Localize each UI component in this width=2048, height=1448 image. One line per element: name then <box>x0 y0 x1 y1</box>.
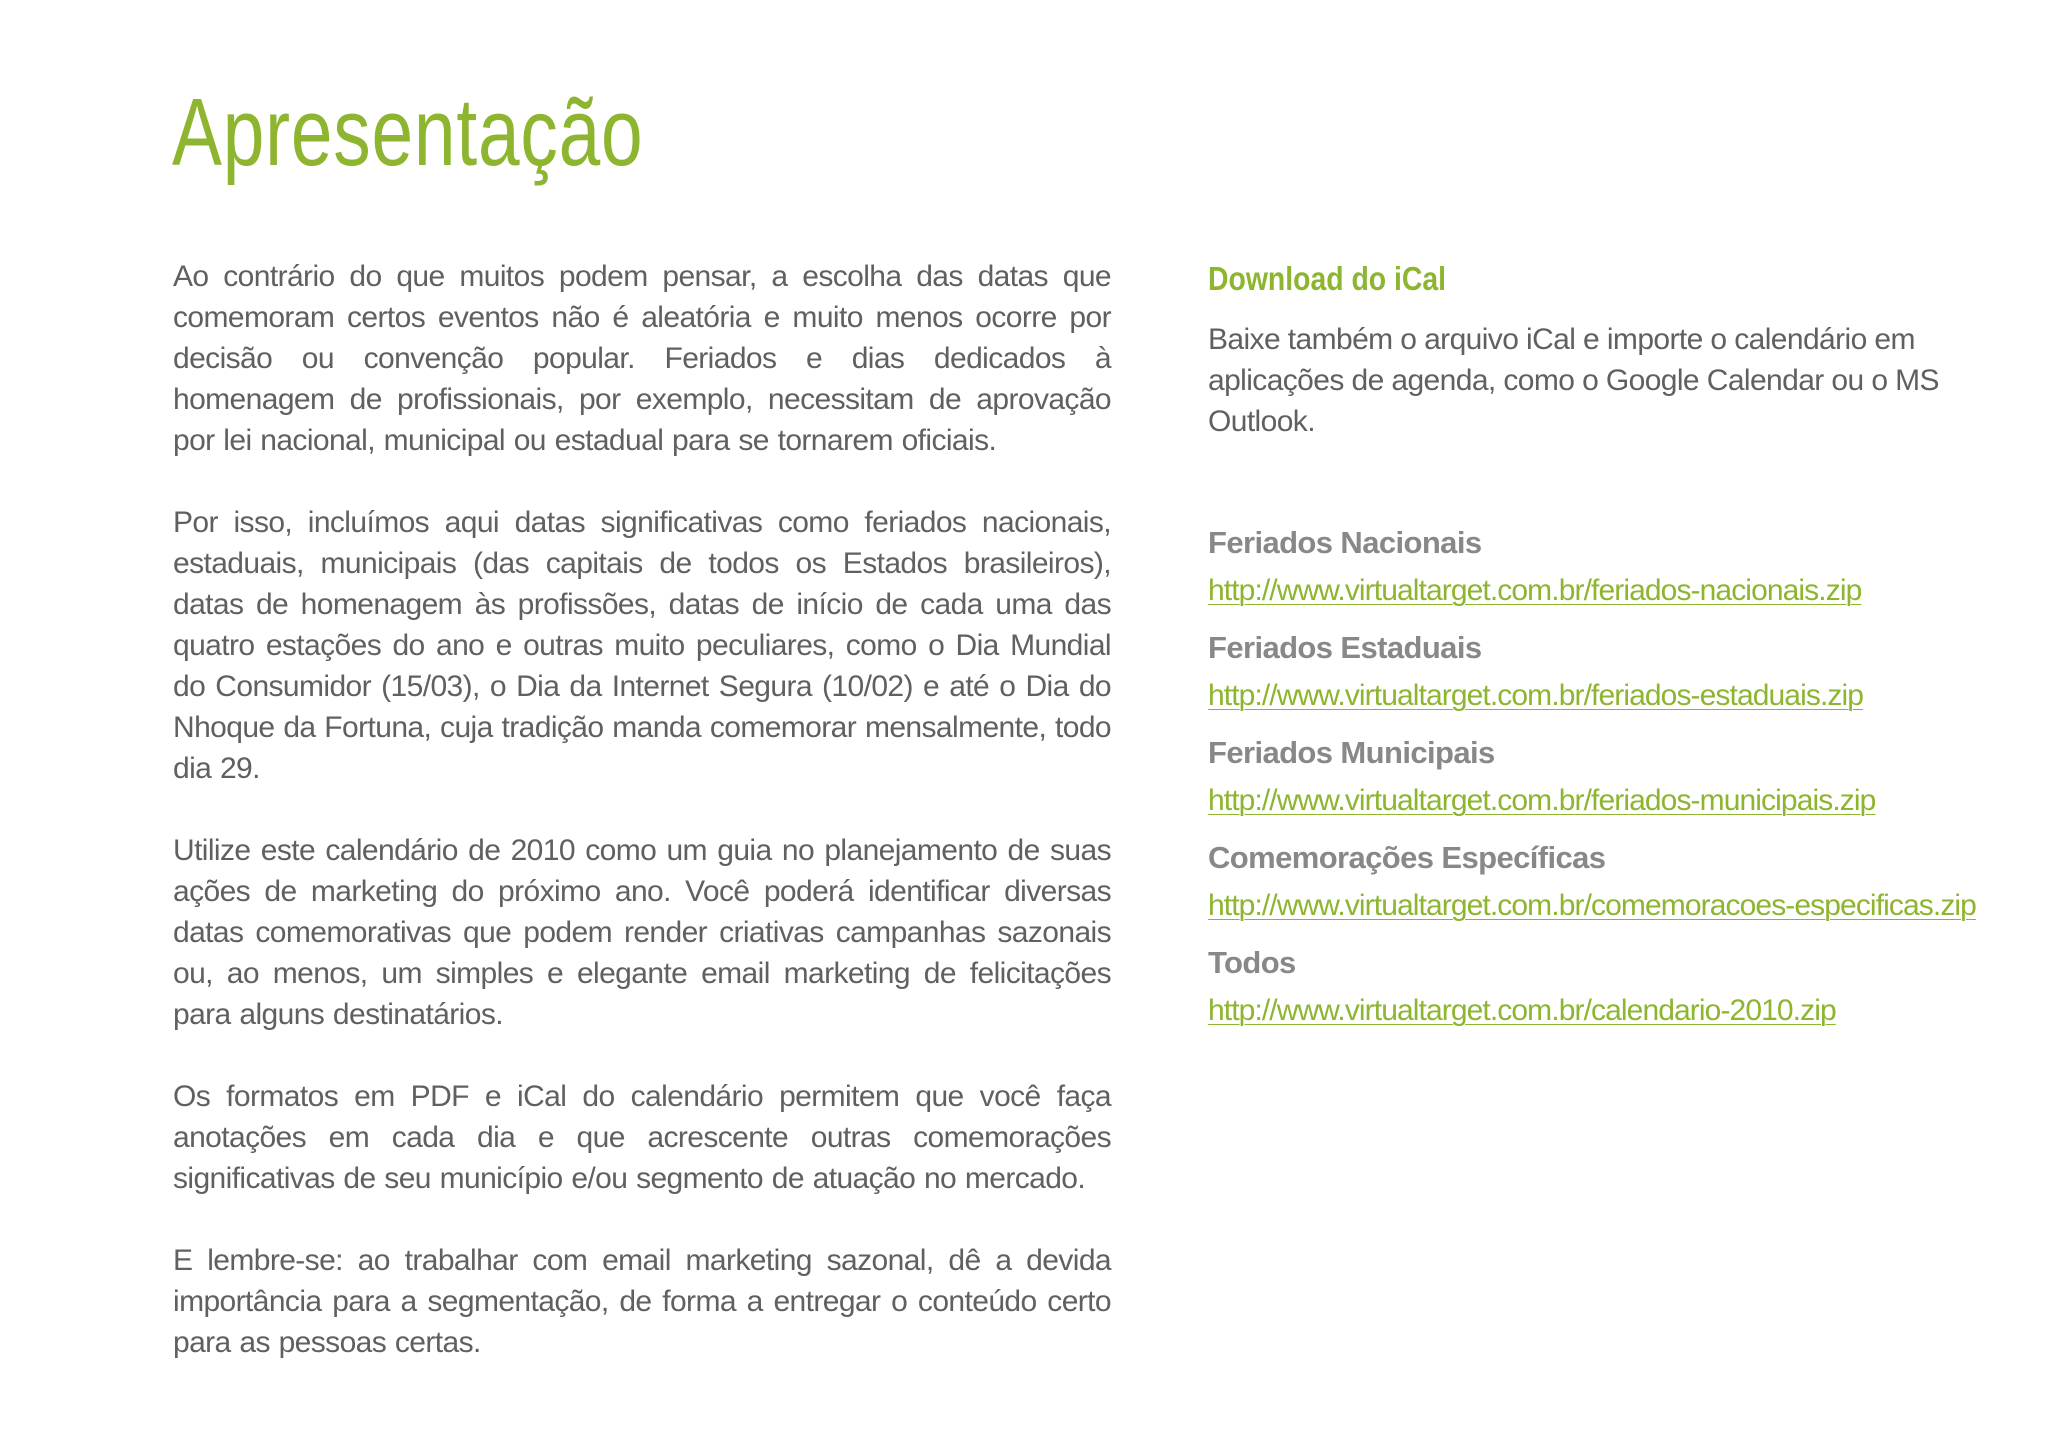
download-item-label: Comemorações Específicas <box>1208 840 1606 875</box>
download-item-label: Feriados Estaduais <box>1208 630 1482 665</box>
intro-text <box>173 256 1111 1404</box>
page-title: Apresentação <box>172 79 644 186</box>
download-link-feriados-municipais[interactable]: http://www.virtualtarget.com.br/feriados-municipais.zip <box>1208 784 1876 817</box>
download-section <box>1208 257 2008 1047</box>
intro-paragraph: Ao contrário do que muitos podem pensar, a escolha das datas que comemoram certos eventos não é aleatória e muito menos ocorre por decisão ou convenção popular. Feriados e dias dedicados à homenagem de profissionais, por exemplo, necessitam de aprovação por lei nacional, municipal ou estadual para se tornarem oficiais. <box>173 260 1111 457</box>
intro-paragraph: E lembre-se: ao trabalhar com email marketing sazonal, dê a devida importância para a segmentação, de forma a entregar o conteúdo certo para as pessoas certas. <box>173 1244 1111 1359</box>
intro-paragraph: Os formatos em PDF e iCal do calendário permitem que você faça anotações em cada dia e que acrescente outras comemorações significativas de seu município e/ou segmento de atuação no mercado. <box>173 1080 1111 1195</box>
download-item-todos <box>1208 942 2008 1047</box>
download-item-feriados-estaduais <box>1208 627 2008 732</box>
download-list <box>1208 522 2008 1047</box>
download-item-label: Todos <box>1208 945 1296 980</box>
download-link-todos[interactable]: http://www.virtualtarget.com.br/calendario-2010.zip <box>1208 994 1836 1027</box>
download-link-comemoracoes-especificas[interactable]: http://www.virtualtarget.com.br/comemoracoes-especificas.zip <box>1208 889 1976 922</box>
download-item-label: Feriados Municipais <box>1208 735 1495 770</box>
download-heading: Download do iCal <box>1208 260 1447 297</box>
intro-paragraph: Utilize este calendário de 2010 como um guia no planejamento de suas ações de marketing do próximo ano. Você poderá identificar diversas datas comemorativas que podem render criativas campanhas sazonais ou, ao menos, um simples e elegante email marketing de felicitações para alguns destinatários. <box>173 834 1111 1031</box>
download-item-label: Feriados Nacionais <box>1208 525 1482 560</box>
download-description: Baixe também o arquivo iCal e importe o calendário em aplicações de agenda, como o Google Calendar ou o MS Outlook. <box>1208 323 1939 438</box>
download-item-comemoracoes-especificas <box>1208 837 2008 942</box>
download-link-feriados-estaduais[interactable]: http://www.virtualtarget.com.br/feriados-estaduais.zip <box>1208 679 1864 712</box>
download-link-feriados-nacionais[interactable]: http://www.virtualtarget.com.br/feriados-nacionais.zip <box>1208 574 1862 607</box>
download-item-feriados-municipais <box>1208 732 2008 837</box>
intro-paragraph: Por isso, incluímos aqui datas significativas como feriados nacionais, estaduais, municipais (das capitais de todos os Estados brasileiros), datas de homenagem às profissões, datas de início de cada uma das quatro estações do ano e outras muito peculiares, como o Dia Mundial do Consumidor (15/03), o Dia da Internet Segura (10/02) e até o Dia do Nhoque da Fortuna, cuja tradição manda comemorar mensalmente, todo dia 29. <box>173 506 1111 785</box>
download-item-feriados-nacionais <box>1208 522 2008 627</box>
